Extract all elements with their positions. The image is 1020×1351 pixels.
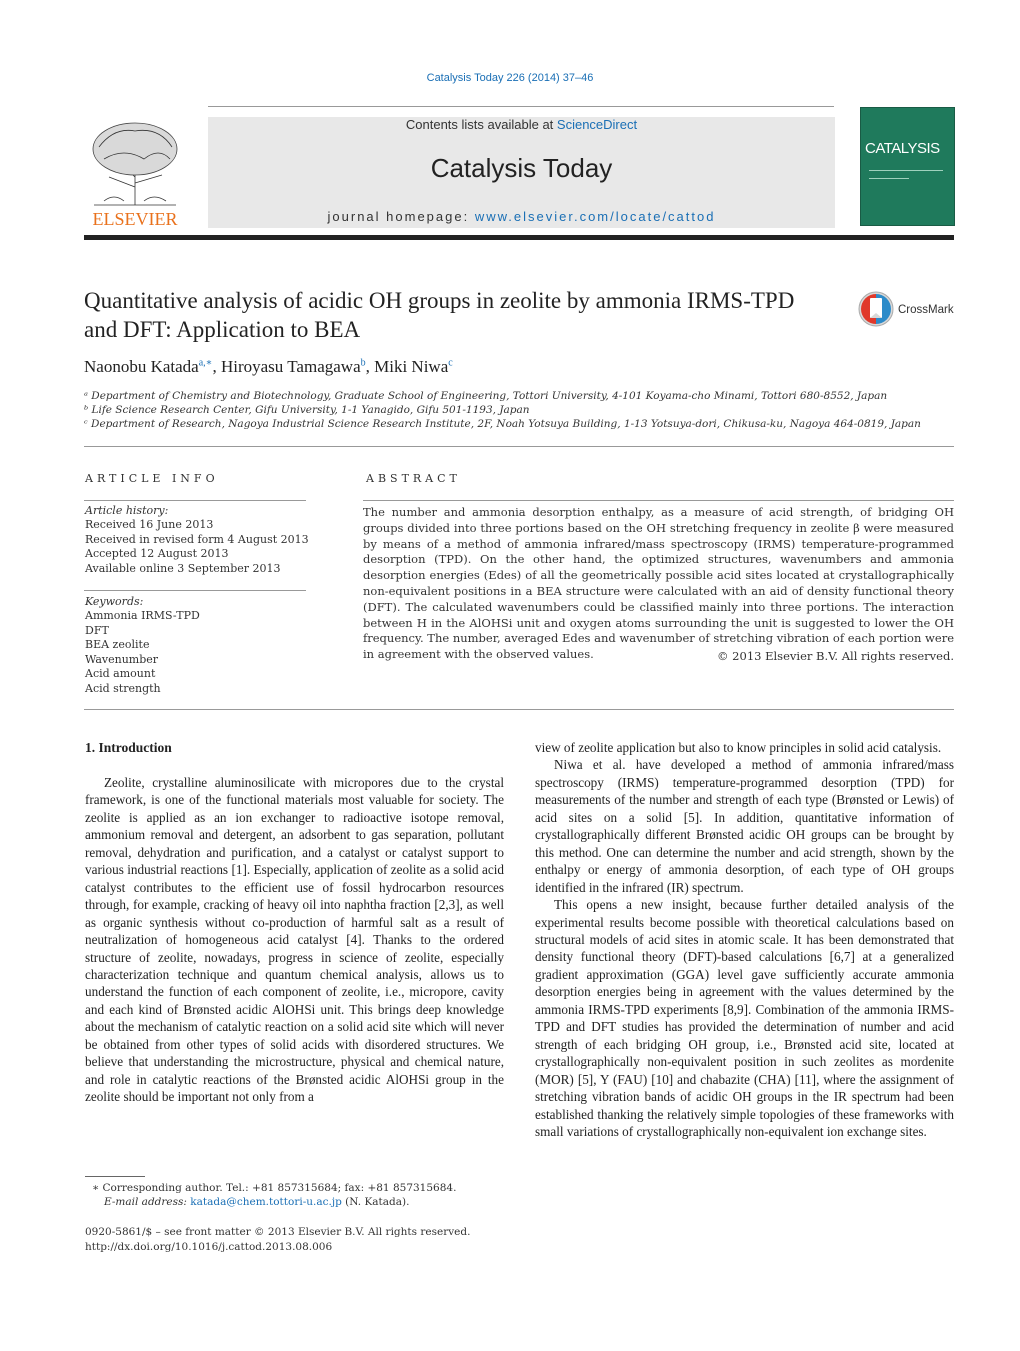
header-divider: [208, 106, 834, 107]
contents-line: [208, 117, 835, 132]
email-link[interactable]: katada@chem.tottori-u.ac.jp: [190, 1196, 342, 1208]
abstract-rule: [363, 500, 954, 501]
crossmark-label: CrossMark: [898, 304, 954, 316]
email-note: [104, 1196, 409, 1208]
section-divider: [84, 446, 954, 447]
keyword-item: DFT: [85, 623, 109, 637]
intro-paragraph: This opens a new insight, because further detailed analysis of the experimental results become possible with theoretical calculations based on structural models of acid sites in atomic scale. It has been demonstrated that density functional theory (DFT)-based calculations [6,7] at a generalized gradient approximation (GGA) level gave sufficiently accurate ammonia desorption energies being in agreement with the values determined by the ammonia IRMS-TPD experiments [8,9]. Combination of the ammonia IRMS-TPD and DFT studies has provided the determination of number and acid strength of each bridging OH group, i.e., Brønsted acid site, located at crystallographically non-equivalent position in such zeolites as mordenite (MOR) [5], Y (FAU) [10] and chabazite (CHA) [11], where the assignment of stretching vibration bands of acidic OH groups in the IR spectrum had been established thanking the relatively simple topologies of these frameworks with small variations of crystallographically non-equivalent ion exchange sites.: [535, 897, 954, 1139]
email-suffix: (N. Katada).: [341, 1196, 410, 1208]
contents-prefix: Contents lists available at: [405, 117, 557, 132]
homepage-line: [208, 209, 835, 224]
history-item: Received in revised form 4 August 2013: [85, 532, 309, 546]
sciencedirect-link[interactable]: ScienceDirect: [556, 117, 638, 132]
author-list: [84, 357, 844, 377]
footnote-rule: [85, 1176, 145, 1177]
journal-cover-thumbnail[interactable]: [860, 107, 955, 226]
keywords-label: Keywords:: [85, 595, 144, 608]
crossmark-icon: [858, 290, 894, 328]
history-item: Accepted 12 August 2013: [85, 547, 229, 560]
affiliation-b: ᵇ Life Science Research Center, Gifu University, 1-1 Yanagido, Gifu 501-1193, Japan: [84, 404, 530, 416]
history-item: Received 16 June 2013: [85, 518, 214, 531]
author-name: Hiroyasu Tamagawa: [220, 357, 361, 376]
crossmark-badge[interactable]: [858, 290, 954, 330]
keyword-item: Acid strength: [85, 681, 161, 695]
keyword-item: BEA zeolite: [85, 638, 150, 651]
keyword-item: Wavenumber: [85, 652, 159, 666]
homepage-link[interactable]: www.elsevier.com/locate/cattod: [474, 209, 716, 224]
author-separator: ,: [365, 357, 375, 376]
article-info-rule: [84, 500, 306, 501]
author-name: Miki Niwa: [374, 357, 449, 376]
abstract-heading: ABSTRACT: [366, 472, 461, 485]
keywords-rule: [84, 590, 306, 591]
left-column: [85, 774, 504, 1106]
introduction-heading: 1. Introduction: [85, 740, 172, 755]
author-affiliation-marker[interactable]: c: [448, 357, 453, 369]
elsevier-tree-logo: [84, 117, 186, 227]
article-info-heading: ARTICLE INFO: [85, 472, 219, 485]
right-column: [535, 739, 954, 1140]
author-name: Naonobu Katada: [84, 357, 199, 376]
article-title: Quantitative analysis of acidic OH groups in zeolite by ammonia IRMS-TPD and DFT: Application to BEA: [84, 288, 795, 342]
front-matter-note: 0920-5861/$ – see front matter © 2013 Elsevier B.V. All rights reserved.: [85, 1226, 471, 1238]
affiliation-c: ᶜ Department of Research, Nagoya Industrial Science Research Institute, 2F, Noah Yotsuya Building, 1-13 Yotsuya-dori, Chikusa-ku, Nagoya 464-0819, Japan: [84, 418, 921, 430]
intro-paragraph: Zeolite, crystalline aluminosilicate with micropores due to the crystal framework, is one of the functional materials most valuable for society. The zeolite is applied as an ion exchanger to radioactive isotope removal, ammonium removal and detergent, an adsorbent to gas separation, pollutant removal, dehydration and purification, and a catalyst or catalyst support to various industrial reactions [1]. Especially, application of zeolite as a solid acid catalyst contributes to the efficient use of fossil hydrocarbon resources through, for example, cracking of heavy oil into naphtha fraction [2,3], as well as organic synthesis without co-production of harmful salt as a result of neutralization of homogeneous acid catalyst [4]. Thanks to the ordered structure of zeolite, nowadays, progress in science of zeolite, especially characterization technique and quantum chemical analysis, allows us to understand the function of each component of zeolite, i.e., micropore, cavity and each kind of Brønsted acidic AlOHSi unit. This brings deep knowledge about the mechanism of catalytic reaction on a solid acid site which will never be obtained from other types of solid acids with disordered structures. We believe that understanding the microstructure, physical and chemical nature, and role in catalytic reactions of the Brønsted acidic AlOHSi group in the zeolite should be important not only from a: [85, 775, 504, 1105]
header-thick-rule: [84, 235, 954, 240]
journal-citation[interactable]: Catalysis Today 226 (2014) 37–46: [426, 72, 594, 84]
journal-header-box: [208, 117, 835, 228]
cover-title: CATALYSIS: [865, 140, 940, 157]
doi-link[interactable]: http://dx.doi.org/10.1016/j.cattod.2013.08.006: [85, 1241, 333, 1253]
corresponding-author-note: ∗ Corresponding author. Tel.: +81 857315684; fax: +81 857315684.: [92, 1182, 457, 1194]
abstract-copyright: © 2013 Elsevier B.V. All rights reserved.: [717, 649, 954, 663]
keyword-item: Acid amount: [85, 667, 156, 680]
author-affiliation-marker[interactable]: a,∗: [198, 357, 213, 369]
author-separator: ,: [212, 357, 221, 376]
history-item: Available online 3 September 2013: [85, 561, 281, 575]
affiliation-a: ᵃ Department of Chemistry and Biotechnology, Graduate School of Engineering, Tottori University, 4-101 Koyama-cho Minami, Tottori 680-8552, Japan: [84, 390, 888, 402]
history-list: [85, 518, 309, 576]
keyword-item: Ammonia IRMS-TPD: [85, 609, 200, 622]
section-divider: [84, 709, 954, 710]
journal-name: Catalysis Today: [430, 153, 613, 183]
author-affiliation-marker[interactable]: b: [360, 357, 366, 369]
history-label: Article history:: [85, 504, 169, 517]
intro-paragraph: view of zeolite application but also to know principles in solid acid catalysis.: [535, 740, 942, 755]
intro-paragraph: Niwa et al. have developed a method of ammonia infrared/mass spectroscopy (IRMS) temperature-programmed desorption (TPD) for measurements of the number and strength of each type (Brønsted or Lewis) of acid sites on a solid [5]. In addition, quantitative information of crystallographically different Brønsted acidic OH groups can be brought by this method. One can determine the number and acid strength, shown by the enthalpy or energy of ammonia desorption, of each type of OH groups identified in the infrared (IR) spectrum.: [535, 757, 954, 895]
keyword-list: [85, 609, 200, 696]
cover-line: [869, 178, 909, 179]
email-label: E-mail address:: [104, 1196, 191, 1208]
homepage-prefix: journal homepage:: [327, 209, 475, 224]
cover-line: [869, 170, 943, 171]
elsevier-wordmark: ELSEVIER: [92, 209, 178, 227]
abstract-text: The number and ammonia desorption enthalpy, as a measure of acid strength, of bridging OH groups divided into three portions based on the OH stretching frequency in zeolite β were measured by means of a method of ammonia infrared/mass spectroscopy (IRMS) temperature-programmed desorption (TPD). On the other hand, the optimized structures, wavenumbers and ammonia desorption energies (Edes) of all the geometrically possible acid sites located at crystallographically non-equivalent positions in a BEA structure were calculated with an aid of density functional theory (DFT). The calculated wavenumbers could be classified mainly into three portions. The interaction between H in the AlOHSi unit and oxygen atoms surrounding the unit is suggested to lower the OH frequency. The number, averaged Edes and wavenumber of stretching vibration of each portion were in agreement with the observed values.: [363, 505, 954, 662]
